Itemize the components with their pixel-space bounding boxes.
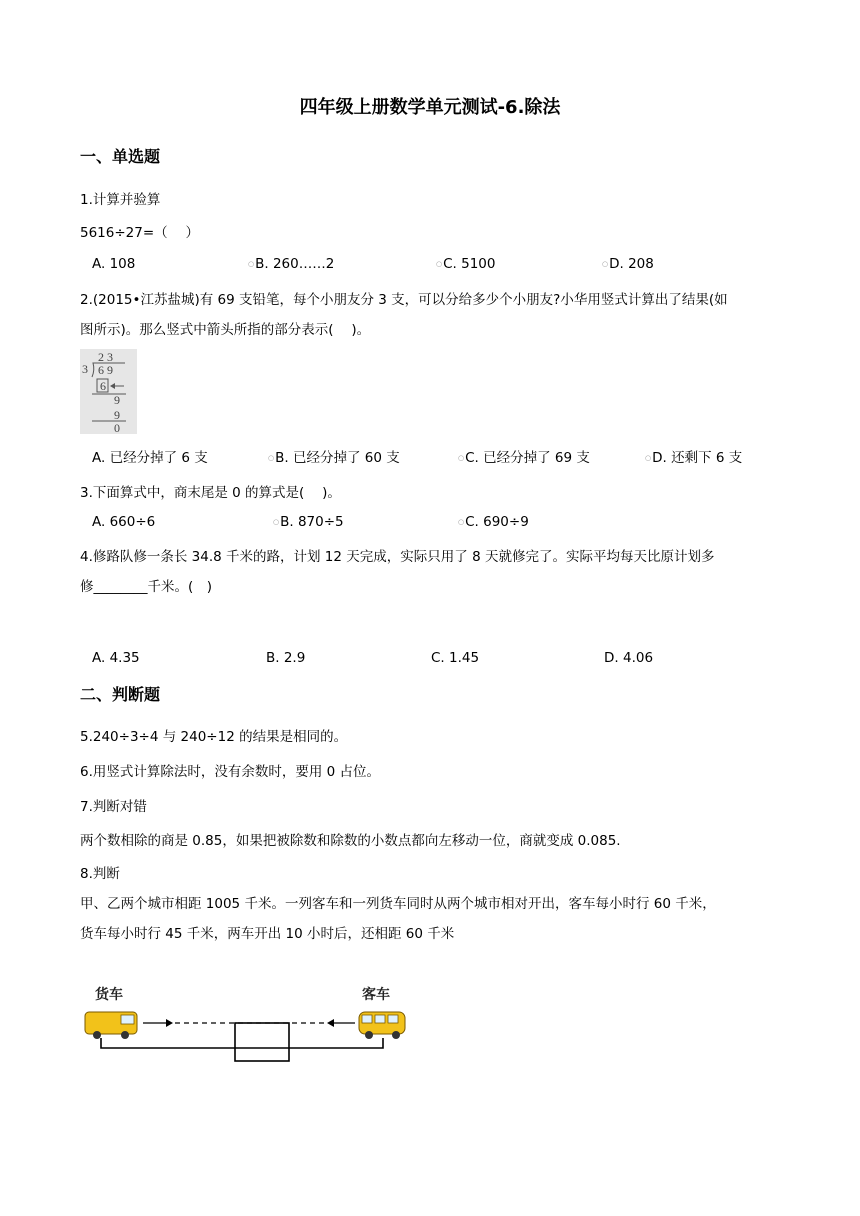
option-marker-icon: ○ [458,454,465,462]
section-heading-single-choice: 一、单选题 [80,147,161,166]
passenger-train-label: 客车 [362,988,390,1003]
step-3-text: 9 [114,408,120,422]
freight-train-label: 货车 [95,988,123,1003]
option-marker-icon: ○ [458,518,465,526]
dividend-text: 6 9 [98,363,113,377]
question-2-line-1: 2.(2015•江苏盐城)有 69 支铅笔，每个小朋友分 3 支，可以分给多少个小朋友?小华用竖式计算出了结果(如 [80,292,728,308]
question-6: 6.用竖式计算除法时，没有余数时，要用 0 占位。 [80,764,381,780]
q3-option-b[interactable] [273,514,344,530]
freight-truck-icon [85,1012,137,1039]
remainder-text: 0 [114,421,120,434]
q4-option-d[interactable]: D. 4.06 [604,650,654,666]
option-marker-icon: ○ [273,518,280,526]
question-1-expression: 5616÷27=（ ） [80,225,199,241]
question-8-stem: 8.判断 [80,866,120,882]
question-2-line-2: 图所示)。那么竖式中箭头所指的部分表示( )。 [80,322,371,338]
q1-option-d-label: D. 208 [609,256,654,272]
question-7-body: 两个数相除的商是 0.85，如果把被除数和除数的小数点都向左移动一位，商就变成 0.085. [80,833,621,849]
option-marker-icon: ○ [645,454,652,462]
question-3-stem: 3.下面算式中，商末尾是 0 的算式是( )。 [80,485,341,501]
step-2-text: 9 [114,393,120,407]
q2-option-d-label: D. 还剩下 6 支 [652,450,743,466]
q3-option-a[interactable]: A. 660÷6 [92,514,156,530]
option-marker-icon: ○ [268,454,275,462]
q1-option-b-label: B. 260……2 [255,256,335,272]
option-marker-icon: ○ [248,260,255,268]
question-8-line-2: 货车每小时行 45 千米，两车开出 10 小时后，还相距 60 千米 [80,926,455,942]
question-8-body [80,889,780,949]
question-8-line-1: 甲、乙两个城市相距 1005 千米。一列客车和一列货车同时从两个城市相对开出，客车每小时行 60 千米， [80,896,716,912]
q1-option-b[interactable] [248,256,334,272]
freight-direction-arrow-icon [143,1019,173,1027]
q1-option-c-label: C. 5100 [443,256,496,272]
question-4-line-1: 4.修路队修一条长 34.8 千米的路，计划 12 天完成，实际只用了 8 天就修完了。实际平均每天比原计划多 [80,549,715,565]
q2-option-c[interactable] [458,446,590,466]
divisor-text: 3 [82,362,88,376]
question-4-line-2: 修________千米。( ) [80,579,213,595]
q3-option-c[interactable] [458,514,529,530]
q1-option-a[interactable]: A. 108 [92,256,136,272]
q1-option-c[interactable] [436,256,495,272]
question-4-stem [80,542,780,602]
quotient-text: 2 3 [98,350,113,364]
q4-option-b[interactable]: B. 2.9 [266,650,306,666]
option-marker-icon: ○ [436,260,443,268]
q1-option-d[interactable] [602,256,654,272]
q2-option-b[interactable] [268,446,400,466]
page-title: 四年级上册数学单元测试-6.除法 [299,97,561,118]
q4-option-c[interactable]: C. 1.45 [431,650,480,666]
q3-option-b-label: B. 870÷5 [280,514,344,530]
q3-option-c-label: C. 690÷9 [465,514,529,530]
q2-option-a[interactable]: A. 已经分掉了 6 支 [92,450,208,466]
q4-option-a[interactable]: A. 4.35 [92,650,140,666]
step-1-text: 6 [100,379,106,393]
question-1-stem: 1.计算并验算 [80,192,161,208]
question-2-stem [80,285,780,345]
q2-option-d[interactable] [645,446,742,466]
train-meeting-diagram [83,980,413,1064]
q2-option-b-label: B. 已经分掉了 60 支 [275,450,400,466]
passenger-direction-arrow-icon [327,1019,355,1027]
long-division-figure [80,349,137,434]
question-7-stem: 7.判断对错 [80,799,147,815]
section-heading-true-false: 二、判断题 [80,685,161,704]
remaining-distance-box [235,1023,289,1061]
option-marker-icon: ○ [602,260,609,268]
q2-option-c-label: C. 已经分掉了 69 支 [465,450,590,466]
passenger-bus-icon [359,1012,405,1039]
question-5: 5.240÷3÷4 与 240÷12 的结果是相同的。 [80,729,348,745]
arrow-left-icon [110,383,124,389]
